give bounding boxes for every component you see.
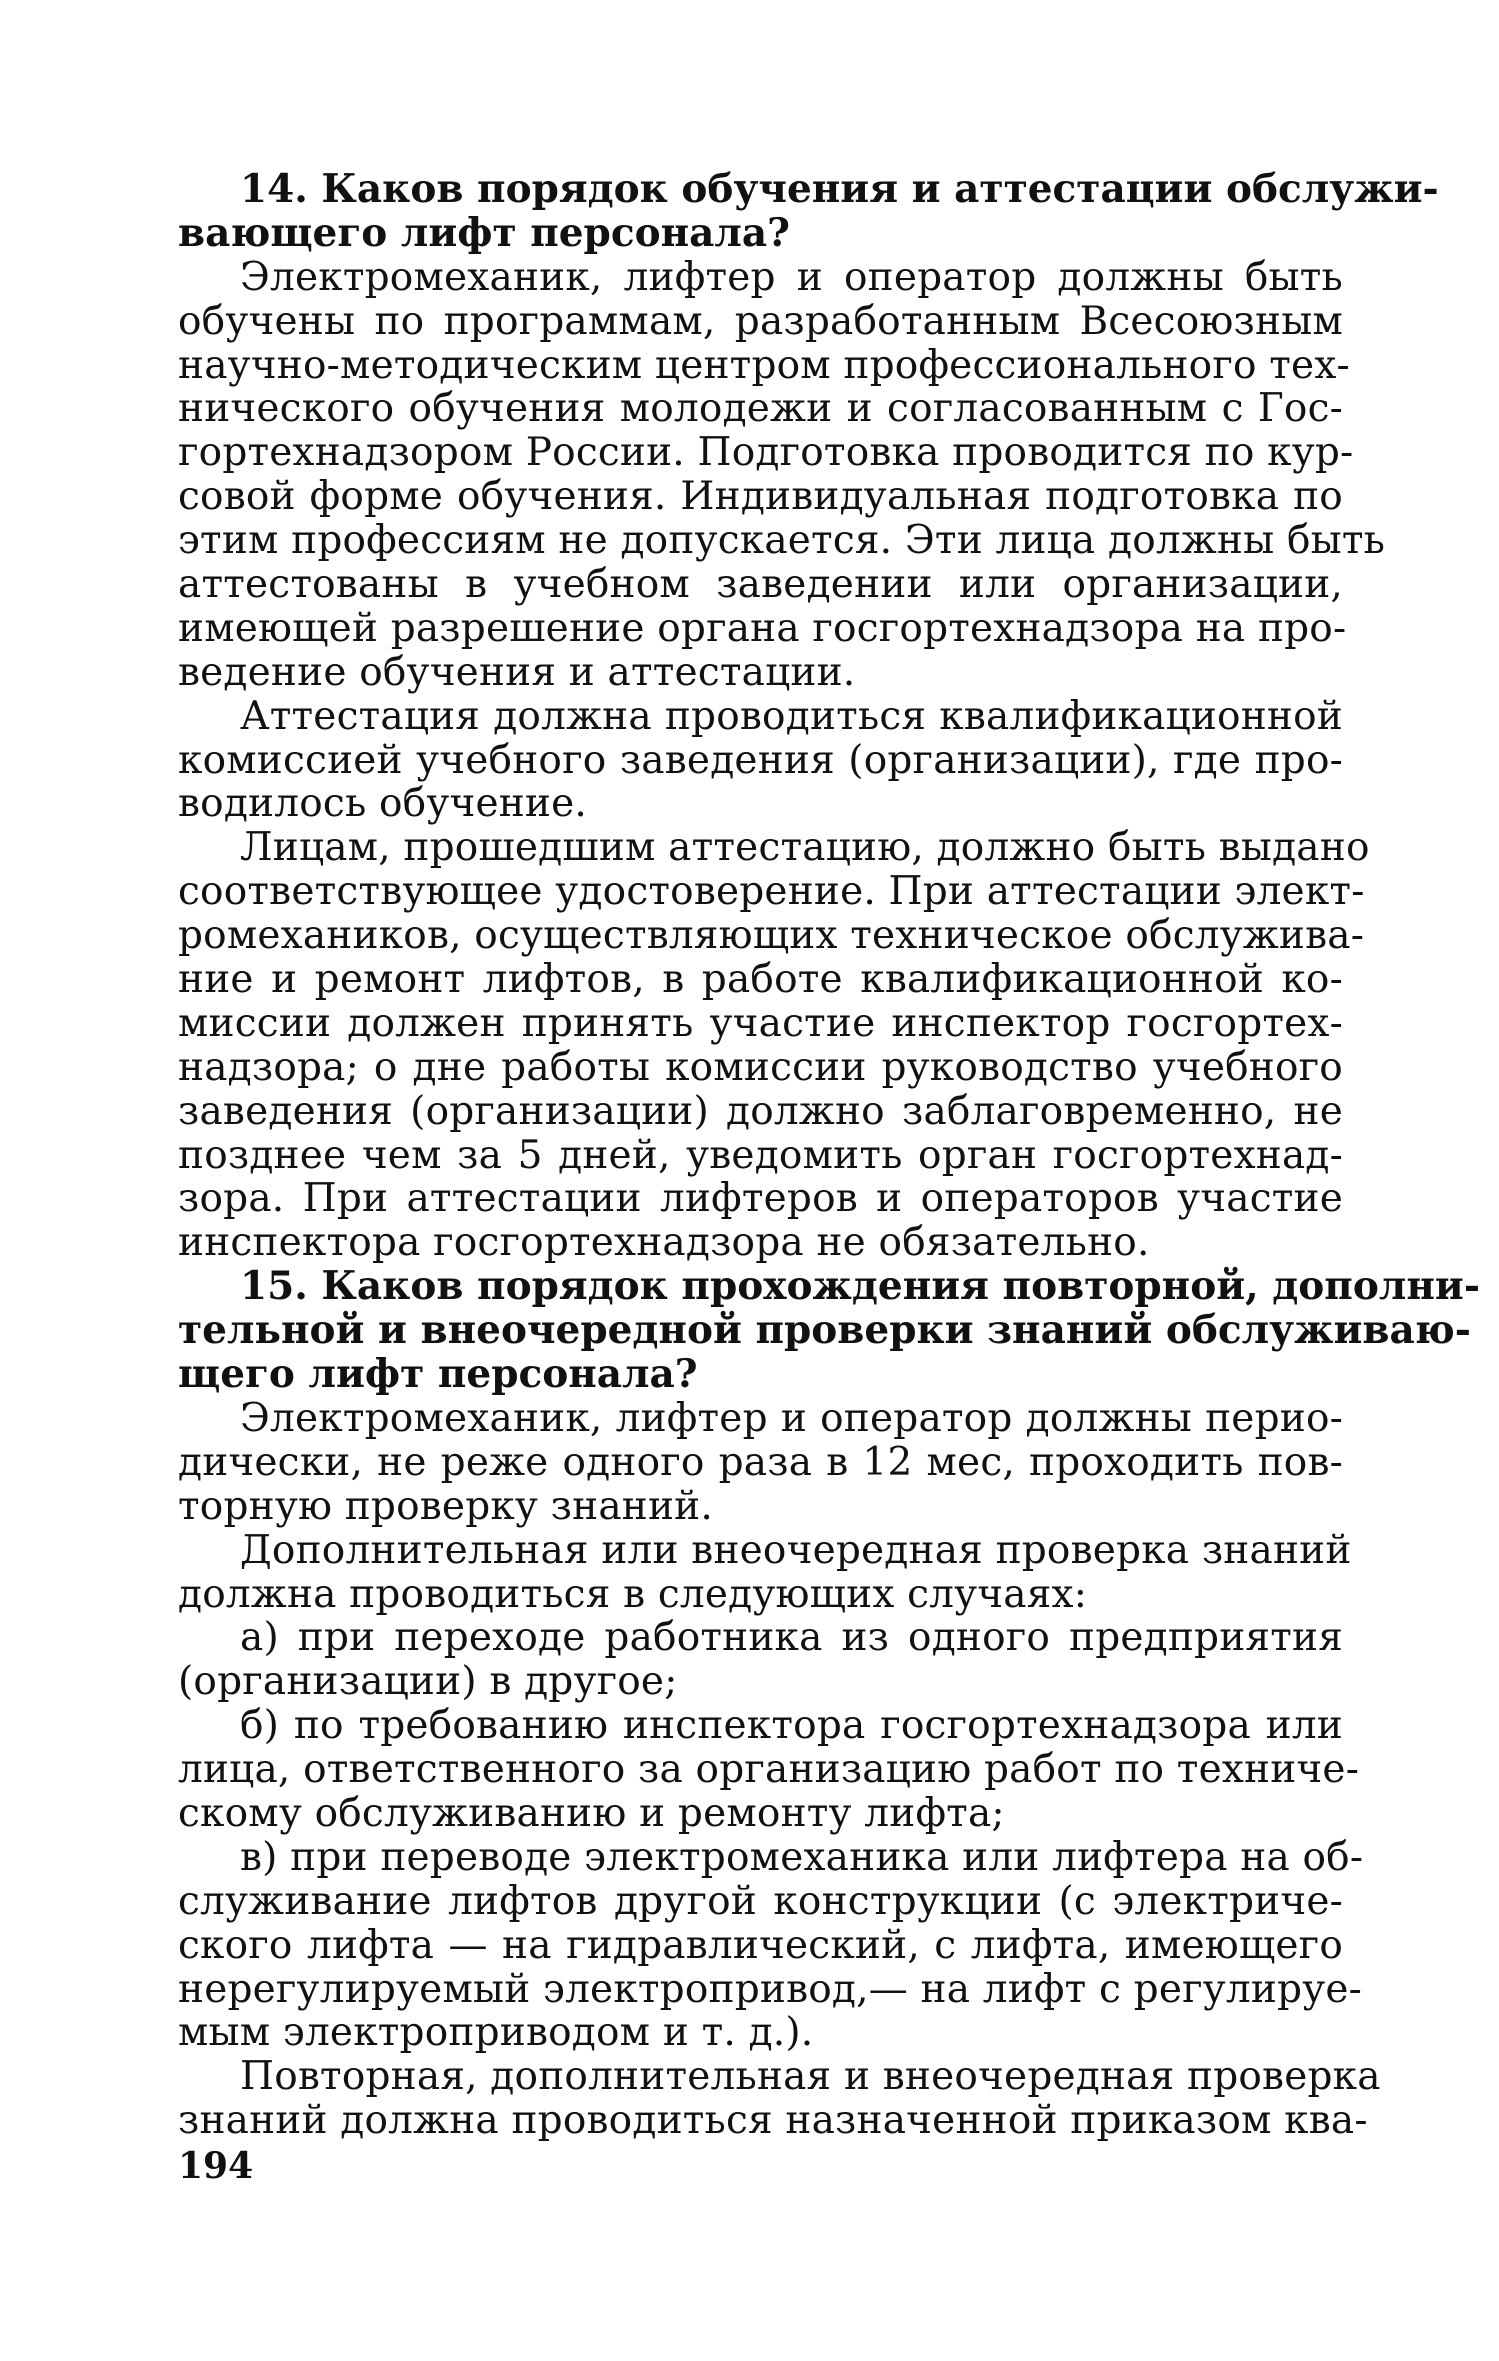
text-line: мым электроприводом и т. д.). (178, 2010, 814, 2056)
text-line: должна проводиться в следующих случаях: (178, 1571, 1088, 1617)
text-line: соответствующее удостоверение. При аттестации элект- (178, 869, 1365, 915)
text-line: в) при переводе электромеханика или лифтера на об- (240, 1834, 1364, 1880)
text-line: совой форме обучения. Индивидуальная подготовка по (178, 474, 1343, 520)
text-line: Электромеханик, лифтер и оператор должны перио- (240, 1395, 1343, 1441)
text-line: дически, не реже одного раза в 12 мес, проходить пов- (178, 1439, 1343, 1485)
text-line: (организации) в другое; (178, 1659, 678, 1705)
text-line: скому обслуживанию и ремонту лифта; (178, 1790, 1005, 1836)
text-line: гортехнадзором России. Подготовка проводится по кур- (178, 430, 1354, 476)
page-number: 194 (178, 2145, 254, 2187)
text-line: б) по требованию инспектора госгортехнадзора или (240, 1703, 1343, 1749)
text-line: лица, ответственного за организацию работ по техниче- (178, 1747, 1360, 1793)
text-line: имеющей разрешение органа госгортехнадзора на про- (178, 605, 1347, 651)
text-line: нического обучения молодежи и согласованным с Гос- (178, 386, 1343, 432)
text-line: позднее чем за 5 дней, уведомить орган госгортехнад- (178, 1132, 1343, 1178)
text-line: Аттестация должна проводиться квалификационной (240, 693, 1343, 739)
text-line: инспектора госгортехнадзора не обязательно. (178, 1220, 1150, 1266)
text-line: водилось обучение. (178, 781, 588, 827)
text-line: надзора; о дне работы комиссии руководство учебного (178, 1044, 1343, 1090)
text-line: ведение обучения и аттестации. (178, 649, 856, 695)
text-line: миссии должен принять участие инспектор госгортех- (178, 1000, 1343, 1046)
text-line: аттестованы в учебном заведении или организации, (178, 562, 1343, 608)
text-line: ромехаников, осуществляющих техническое обслужива- (178, 913, 1365, 959)
text-line: Дополнительная или внеочередная проверка знаний (240, 1527, 1352, 1573)
heading-line: вающего лифт персонала? (178, 209, 791, 256)
text-line: ние и ремонт лифтов, в работе квалификационной ко- (178, 957, 1343, 1003)
text-line: заведения (организации) должно заблаговременно, не (178, 1088, 1343, 1134)
text-line: комиссией учебного заведения (организации), где про- (178, 737, 1343, 783)
text-line: Повторная, дополнительная и внеочередная проверка (240, 2054, 1381, 2100)
text-line: знаний должна проводиться назначенной приказом ква- (178, 2098, 1368, 2144)
text-line: Электромеханик, лифтер и оператор должны быть (240, 254, 1343, 300)
heading-line: щего лифт персонала? (178, 1351, 698, 1398)
text-line: а) при переходе работника из одного предприятия (240, 1615, 1343, 1661)
text-line: служивание лифтов другой конструкции (с электриче- (178, 1878, 1343, 1924)
text-line: нерегулируемый электропривод,— на лифт с регулируе- (178, 1966, 1363, 2012)
text-line: зора. При аттестации лифтеров и операторов участие (178, 1176, 1343, 1222)
heading-line: 15. Каков порядок прохождения повторной, дополни- (240, 1263, 1481, 1310)
text-line: Лицам, прошедшим аттестацию, должно быть выдано (240, 825, 1370, 871)
heading-line: 14. Каков порядок обучения и аттестации обслужи- (240, 166, 1439, 212)
text-line: обучены по программам, разработанным Всесоюзным (178, 298, 1343, 344)
page-text (178, 166, 1481, 2144)
heading-line: тельной и внеочередной проверки знаний обслуживаю- (178, 1307, 1471, 1354)
text-line: ского лифта — на гидравлический, с лифта, имеющего (178, 1922, 1343, 1968)
text-line: торную проверку знаний. (178, 1483, 713, 1529)
text-line: научно-методическим центром профессионального тех- (178, 342, 1350, 388)
text-line: этим профессиям не допускается. Эти лица должны быть (178, 518, 1386, 564)
